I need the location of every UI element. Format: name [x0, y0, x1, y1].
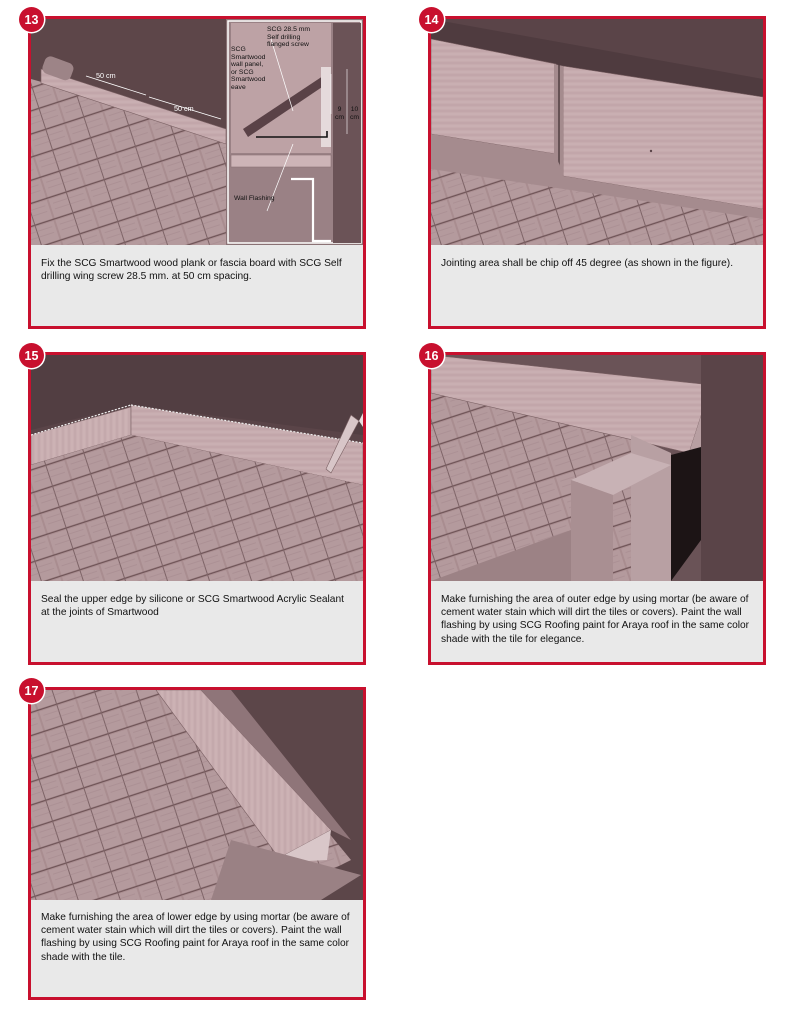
step-13-card — [28, 16, 366, 329]
step-16-caption: Make furnishing the area of outer edge by using mortar (be aware of cement water stain which will dirt the tiles or covers). Paint the wall flashing by using SCG Roofing paint for Araya roof in the same color shade with the tile for elegance. — [441, 594, 750, 645]
label-panel-line2: Smartwood — [231, 53, 266, 61]
step-13-badge: 13 — [19, 7, 44, 32]
label-screw-line3: flanged screw — [267, 41, 309, 49]
step-15-badge: 15 — [19, 343, 44, 368]
label-dim-9-value: 9 — [337, 106, 342, 113]
step-16-card — [428, 352, 766, 665]
step-15-illustration — [31, 355, 363, 581]
label-screw — [267, 26, 310, 49]
step-13-illustration — [31, 19, 363, 245]
step-14-illustration — [431, 19, 763, 245]
label-screw-line2: Self drilling — [267, 33, 301, 41]
step-17-badge: 17 — [19, 678, 44, 703]
label-dim-9-unit: cm — [335, 113, 345, 121]
label-panel-line6: eave — [231, 83, 246, 91]
step-14-badge: 14 — [419, 7, 444, 32]
label-spacing-left: 50 cm — [96, 71, 116, 80]
step-17-card — [28, 687, 366, 1000]
label-dim-10-value: 10 — [350, 106, 359, 113]
label-dim-9 — [335, 106, 344, 121]
label-wall-flashing: Wall Flashing — [234, 195, 275, 202]
step-16-illustration — [431, 355, 763, 581]
label-spacing-right: 50 cm — [174, 104, 194, 113]
step-13-caption: Fix the SCG Smartwood wood plank or fascia board with SCG Self drilling wing screw 28.5 mm. at 50 cm spacing. — [41, 258, 342, 283]
label-panel-line5: Smartwood — [231, 76, 266, 84]
step-15-caption: Seal the upper edge by silicone or SCG Smartwood Acrylic Sealant at the joints of Smartwood — [41, 594, 344, 619]
label-panel-line3: wall panel, — [231, 61, 264, 69]
step-14-caption: Jointing area shall be chip off 45 degree (as shown in the figure). — [441, 258, 734, 269]
step-16-badge: 16 — [419, 343, 444, 368]
label-panel-line1: SCG — [231, 46, 246, 53]
step-17-illustration — [31, 690, 363, 900]
label-panel-line4: or SCG — [231, 68, 254, 76]
label-screw-line1: SCG 28.5 mm — [267, 26, 311, 33]
step-17-caption: Make furnishing the area of lower edge by using mortar (be aware of cement water stain which will dirt the tiles or covers). Paint the wall flashing by using SCG Roofing paint for Araya roof in the same color shade with the tile. — [41, 912, 350, 963]
step-14-card — [428, 16, 766, 329]
label-dim-10 — [350, 106, 359, 121]
step-15-card — [28, 352, 366, 665]
label-panel — [231, 46, 265, 92]
label-dim-10-unit: cm — [350, 113, 360, 121]
